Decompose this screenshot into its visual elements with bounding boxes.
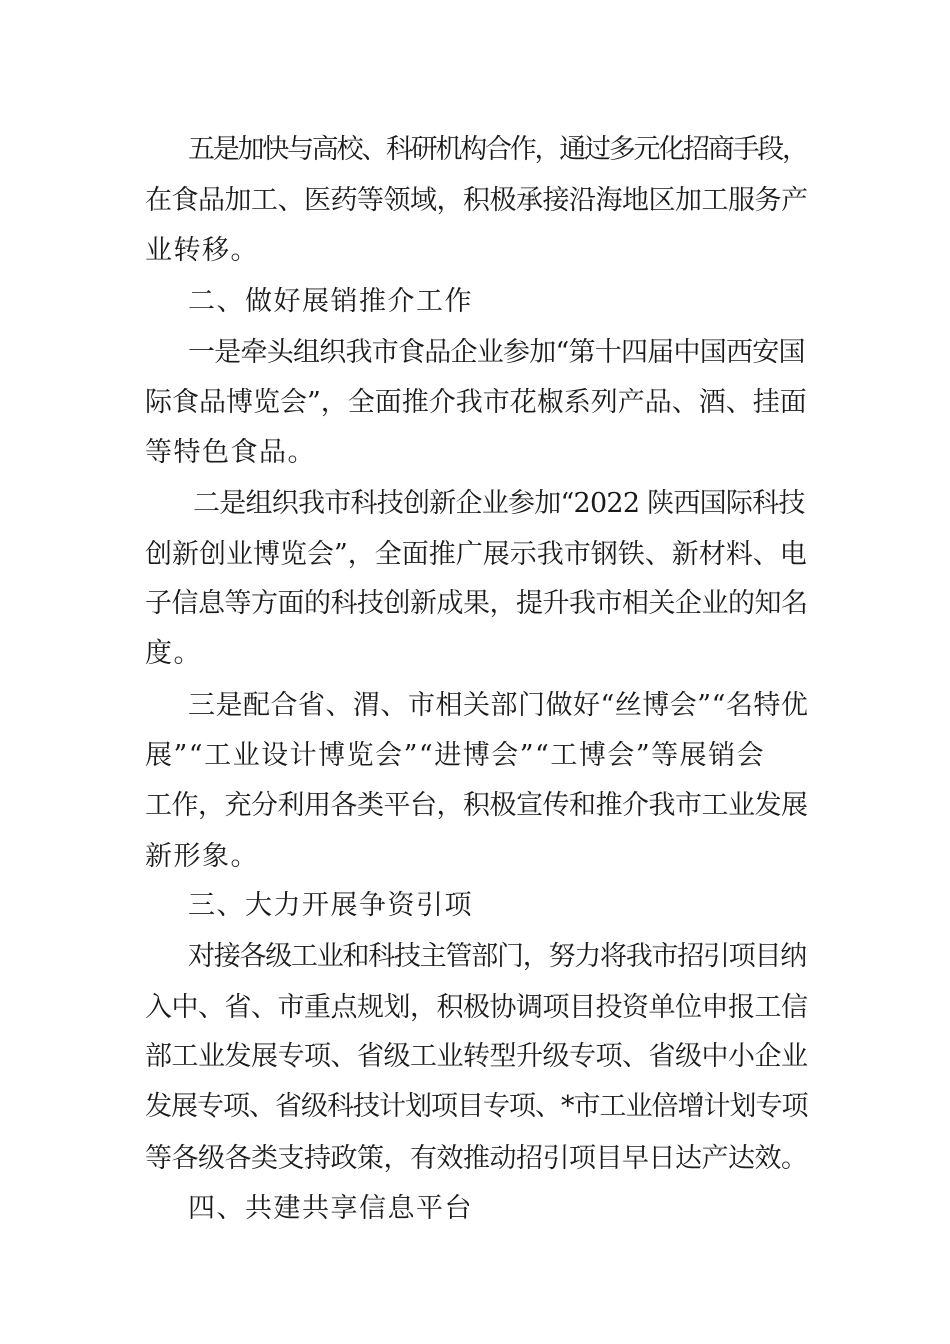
section-heading: 四、共建共享信息平台	[188, 1193, 473, 1224]
text-line: 子信息等方面的科技创新成果，提升我市相关企业的知名	[145, 588, 808, 619]
text-line: 创新创业博览会”，全面推广展示我市钢铁、新材料、电	[145, 539, 807, 570]
text-line: 二是组织我市科技创新企业参加“2022 陕西国际科技	[193, 488, 805, 519]
text-line: 工作，充分利用各类平台，积极宣传和推介我市工业发展	[145, 790, 808, 821]
text-line: 等各级各类支持政策，有效推动招引项目早日达产达效。	[145, 1143, 808, 1174]
text-line: 入中、省、市重点规划，积极协调项目投资单位申报工信	[145, 992, 808, 1023]
text-line: 度。	[145, 638, 202, 669]
text-line: 三是配合省、渭、市相关部门做好“丝博会”“名特优	[188, 690, 809, 721]
section-heading: 二、做好展销推介工作	[188, 286, 473, 317]
text-line: 一是牵头组织我市食品企业参加“第十四届中国西安国	[188, 337, 805, 368]
text-line: 展”“工业设计博览会”“进博会”“工博会”等展销会	[145, 740, 766, 771]
text-line: 在食品加工、医药等领域，积极承接沿海地区加工服务产	[145, 185, 808, 216]
text-line: 新形象。	[145, 841, 259, 872]
text-line: 部工业发展专项、省级工业转型升级专项、省级中小企业	[145, 1041, 808, 1072]
text-line: 五是加快与高校、科研机构合作，通过多元化招商手段，	[188, 134, 807, 165]
text-line: 等特色食品。	[145, 437, 316, 468]
text-line: 际食品博览会”，全面推介我市花椒系列产品、酒、挂面	[145, 387, 807, 418]
text-line: 业转移。	[145, 235, 259, 266]
text-line: 发展专项、省级科技计划项目专项、*市工业倍增计划专项	[145, 1091, 808, 1122]
section-heading: 三、大力开展争资引项	[188, 890, 473, 921]
text-line: 对接各级工业和科技主管部门，努力将我市招引项目纳	[188, 941, 806, 972]
